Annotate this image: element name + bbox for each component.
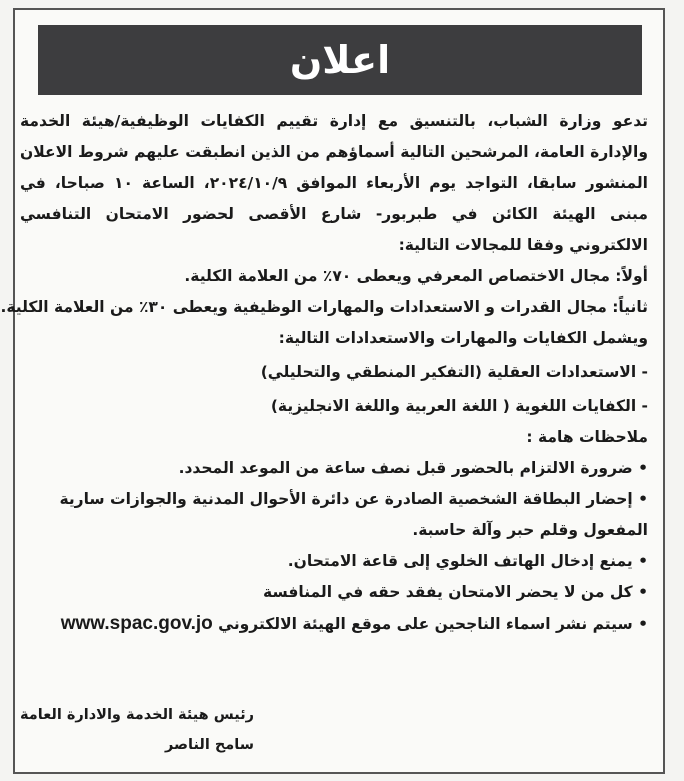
include-item-language: - الكفايات اللغوية ( اللغة العربية واللغة الانجليزية)	[270, 397, 648, 415]
signature-position: رئيس هيئة الخدمة والادارة العامة	[19, 707, 254, 723]
note-absence: • كل من لا يحضر الامتحان يفقد حقه في المنافسة	[263, 583, 648, 601]
announcement-banner	[38, 25, 642, 95]
signature-name: سامح الناصر	[165, 737, 254, 753]
note-results-text: • سيتم نشر اسماء الناجحين على موقع الهيئة الالكتروني	[218, 615, 648, 633]
field-one: أولاً: مجال الاختصاص المعرفي ويعطى ٧٠٪ من العلامة الكلية.	[184, 267, 648, 285]
note-id-card: • إحضار البطاقة الشخصية الصادرة عن دائرة الأحوال المدنية والجوازات سارية المفعول وقلم حبر وآلة حاسبة.	[59, 490, 648, 539]
signature-block	[14, 700, 254, 760]
note-phone: • يمنع إدخال الهاتف الخلوي إلى قاعة الامتحان.	[287, 552, 648, 570]
field-two: ثانياً: مجال القدرات و الاستعدادات والمهارات الوظيفية ويعطى ٣٠٪ من العلامة الكلية.	[0, 298, 648, 316]
notes-heading: ملاحظات هامة :	[526, 428, 648, 446]
announcement-body	[0, 100, 648, 640]
website-link[interactable]: www.spac.gov.jo	[60, 613, 213, 634]
note-attendance: • ضرورة الالتزام بالحضور قبل نصف ساعة من الموعد المحدد.	[178, 459, 648, 477]
intro-paragraph: تدعو وزارة الشباب، بالتنسيق مع إدارة تقييم الكفايات الوظيفية/هيئة الخدمة والإدارة العامة، المرشحين التالية أسماؤهم من الذين انطبقت عليهم شروط الاعلان المنشور سابقا، التواجد يوم الأربعاء الموافق ٢٠٢٤/١٠/٩، الساعة ١٠ صباحا، في مبنى الهيئة الكائن في طبربور- شارع الأقصى لحضور الامتحان التنافسي الالكتروني وفقا للمجالات التالية:	[20, 112, 648, 254]
include-item-mental: - الاستعدادات العقلية (التفكير المنطقي والتحليلي)	[260, 363, 648, 381]
note-results	[20, 608, 648, 640]
announcement-title: اعلان	[289, 38, 391, 82]
includes-heading: ويشمل الكفايات والمهارات والاستعدادات التالية:	[278, 329, 648, 347]
